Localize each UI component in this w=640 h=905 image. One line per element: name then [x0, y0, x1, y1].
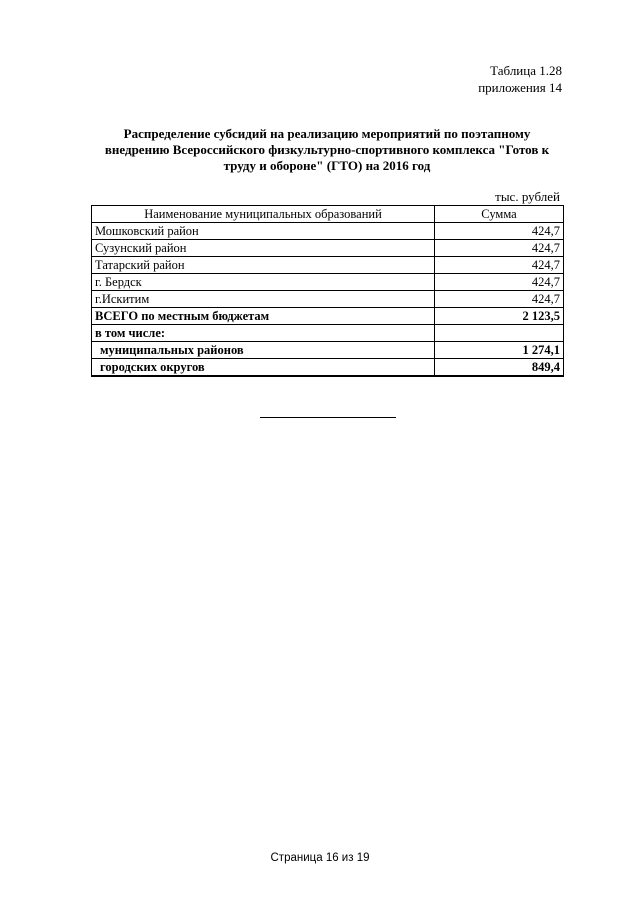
- page-number: Страница 16 из 19: [270, 852, 370, 864]
- title-line: труду и обороне" (ГТО) на 2016 год: [223, 158, 431, 173]
- breakdown-label: муниципальных районов: [92, 342, 435, 359]
- document-title: [90, 126, 564, 174]
- municipality-name: г. Бердск: [92, 274, 435, 291]
- municipality-name: Татарский район: [92, 257, 435, 274]
- breakdown-label: городских округов: [92, 359, 435, 377]
- total-value: 2 123,5: [435, 308, 564, 325]
- table-row: [92, 274, 564, 291]
- amount-value: 424,7: [435, 257, 564, 274]
- column-header-sum: Сумма: [435, 206, 564, 223]
- total-label: ВСЕГО по местным бюджетам: [92, 308, 435, 325]
- title-line: Распределение субсидий на реализацию мероприятий по поэтапному: [123, 126, 531, 141]
- separator-line: [260, 417, 396, 418]
- municipality-name: Мошковский район: [92, 223, 435, 240]
- column-header-name: Наименование муниципальных образований: [92, 206, 435, 223]
- table-header-row: [92, 206, 564, 223]
- amount-value: 424,7: [435, 240, 564, 257]
- table-row: [92, 223, 564, 240]
- amount-value: 424,7: [435, 291, 564, 308]
- table-row: [92, 240, 564, 257]
- table-row: [92, 257, 564, 274]
- breakdown-row: [92, 359, 564, 377]
- subsidy-table: [91, 205, 564, 377]
- table-number: Таблица 1.28: [490, 63, 562, 78]
- breakdown-value: 849,4: [435, 359, 564, 377]
- total-row: [92, 308, 564, 325]
- table-reference: [478, 62, 562, 96]
- municipality-name: Сузунский район: [92, 240, 435, 257]
- breakdown-row: [92, 342, 564, 359]
- unit-label: тыс. рублей: [495, 189, 560, 204]
- breakdown-value: 1 274,1: [435, 342, 564, 359]
- empty-cell: [435, 325, 564, 342]
- amount-value: 424,7: [435, 274, 564, 291]
- including-label: в том числе:: [92, 325, 435, 342]
- amount-value: 424,7: [435, 223, 564, 240]
- title-line: внедрению Всероссийского физкультурно-спортивного комплекса "Готов к: [104, 142, 550, 157]
- municipality-name: г.Искитим: [92, 291, 435, 308]
- appendix-number: приложения 14: [478, 80, 562, 95]
- table-row: [92, 291, 564, 308]
- including-row: [92, 325, 564, 342]
